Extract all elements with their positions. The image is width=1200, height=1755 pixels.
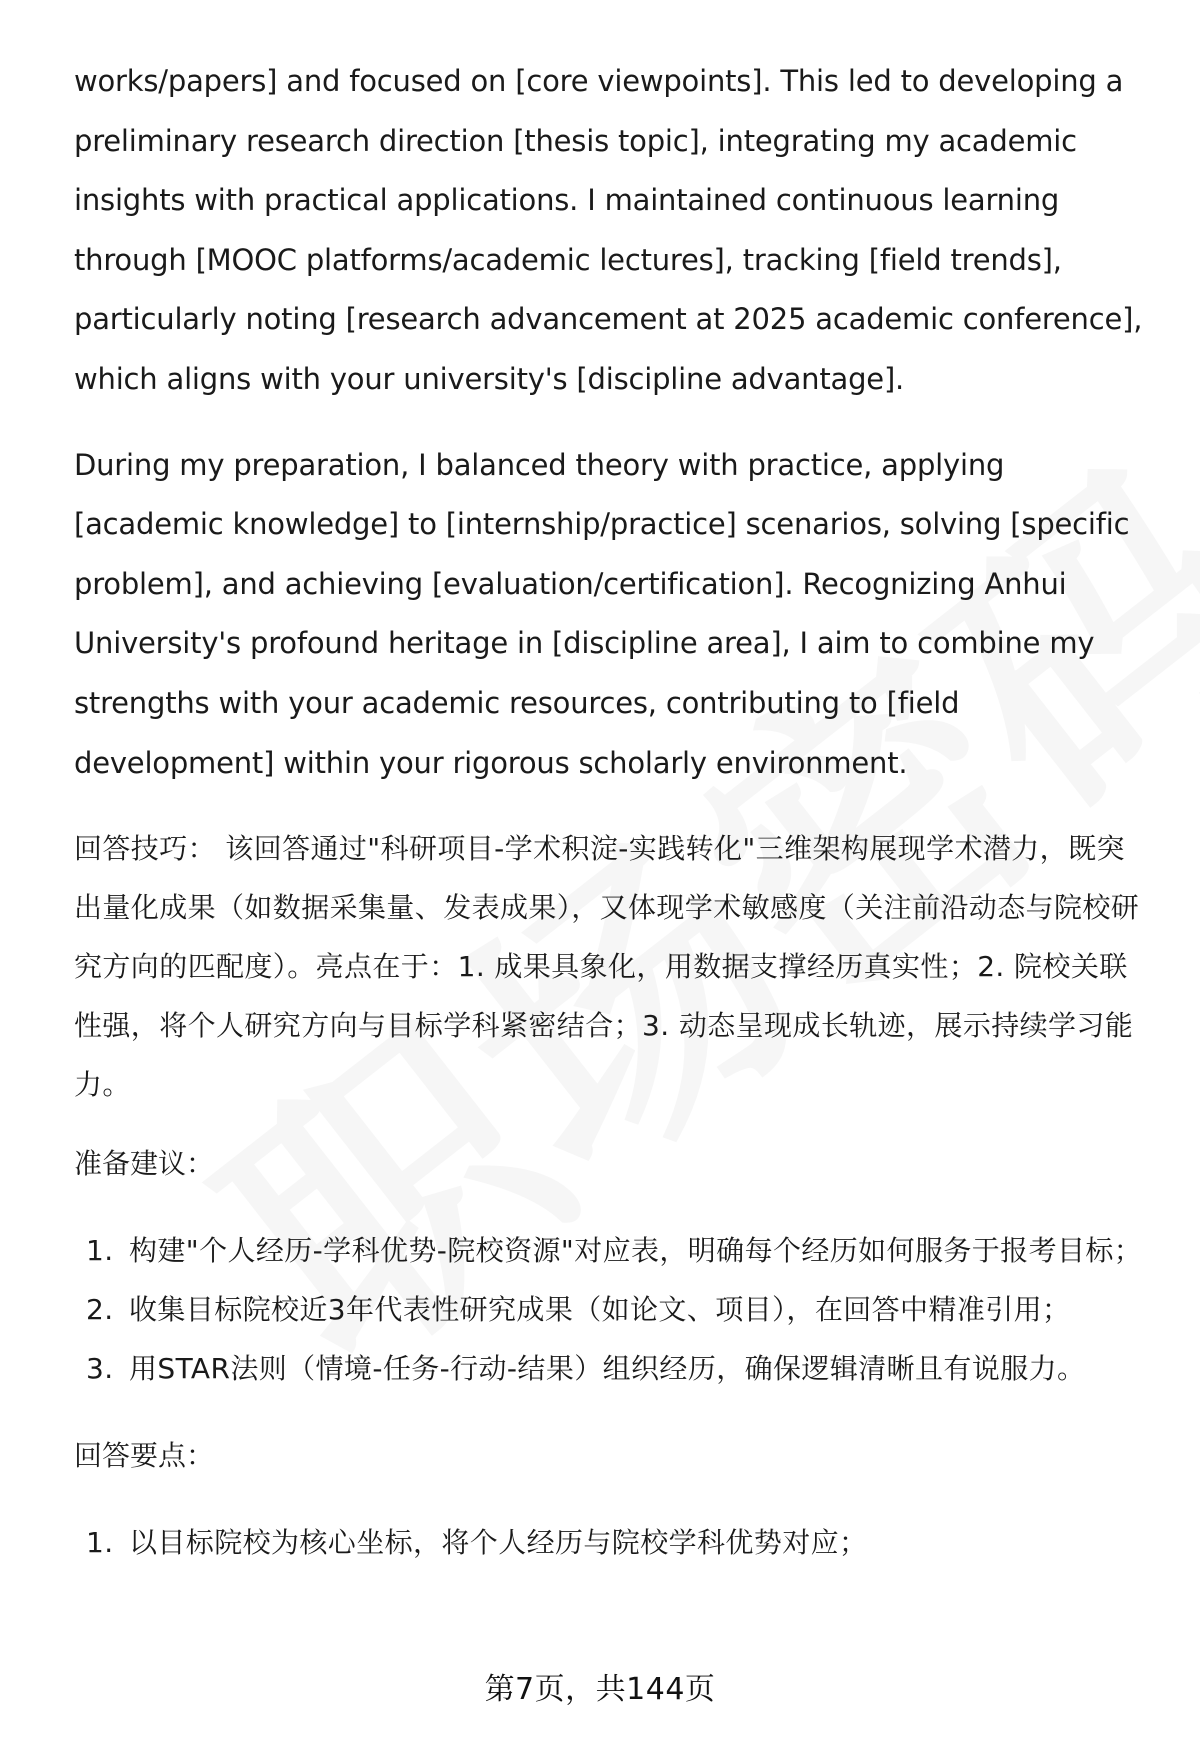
list-item [74, 1280, 1152, 1339]
key-points-list [74, 1513, 1152, 1572]
english-paragraph-2: During my preparation, I balanced theory with practice, applying [academic knowledge] to [internship/practice] scenarios, solving [specific problem], and achieving [evaluation/certification]. Recognizing Anhui University's profound heritage in [discipline area], I aim to combine my strengths with your academic resources, contributing to [field development] within your rigorous scholarly environment. [74, 447, 1130, 780]
list-item-text: 用STAR法则（情境-任务-行动-结果）组织经历，确保逻辑清晰且有说服力。 [129, 1352, 1086, 1386]
list-item-number: 2. [86, 1293, 114, 1327]
list-item-number: 3. [86, 1352, 114, 1386]
list-item-number: 1. [86, 1526, 114, 1560]
english-paragraph-1: works/papers] and focused on [core viewpoints]. This led to developing a preliminary research direction [thesis topic], integrating my academic insights with practical applications. I maintained continuous learning through [MOOC platforms/academic lectures], tracking [field trends], particularly noting [research advancement at 2025 academic conference], which aligns with your university's [discipline advantage]. [74, 64, 1143, 396]
preparation-list [74, 1221, 1152, 1398]
answer-tips: 回答技巧： 该回答通过"科研项目-学术积淀-实践转化"三维架构展现学术潜力，既突出量化成果（如数据采集量、发表成果），又体现学术敏感度（关注前沿动态与院校研究方向的匹配度）。亮点在于：1. 成果具象化，用数据支撑经历真实性；2. 院校关联性强，将个人研究方向与目标学科紧密结合；3. 动态呈现成长轨迹，展示持续学习能力。 [74, 832, 1140, 1102]
preparation-heading: 准备建议： [74, 1147, 215, 1181]
page-number-footer: 第7页，共144页 [484, 1672, 716, 1707]
list-item [74, 1513, 1152, 1572]
list-item-number: 1. [86, 1234, 114, 1268]
document-body [74, 52, 1152, 1600]
list-item [74, 1339, 1152, 1398]
list-item-text: 收集目标院校近3年代表性研究成果（如论文、项目），在回答中精准引用； [129, 1293, 1071, 1327]
key-points-heading: 回答要点： [74, 1439, 215, 1473]
list-item-text: 构建"个人经历-学科优势-院校资源"对应表，明确每个经历如何服务于报考目标； [129, 1234, 1143, 1268]
list-item-text: 以目标院校为核心坐标，将个人经历与院校学科优势对应； [129, 1526, 868, 1560]
list-item [74, 1221, 1152, 1280]
